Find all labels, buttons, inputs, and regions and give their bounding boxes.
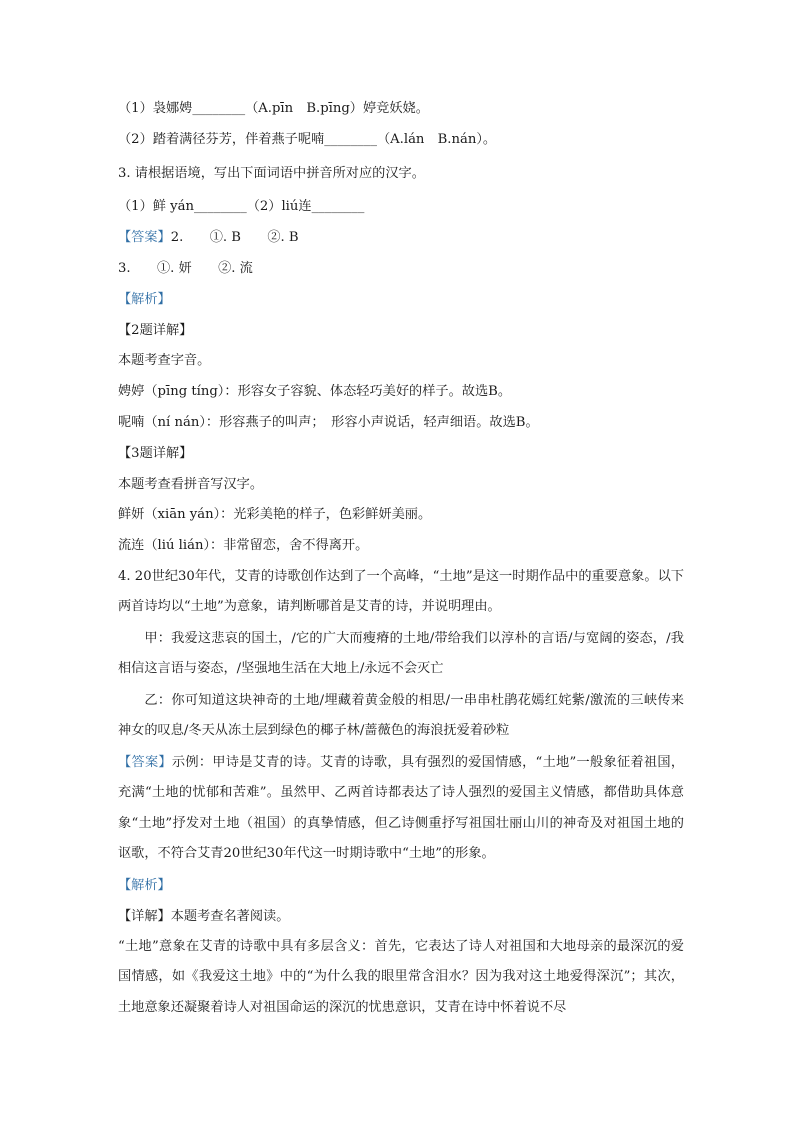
answer-tag: 【答案】 bbox=[118, 230, 171, 245]
detail-3-line: 流连（liú lián）：非常留恋，舍不得离开。 bbox=[118, 538, 369, 553]
q4-poem-b: 乙：你可知道这块神奇的土地/埋藏着黄金般的相思/一串串杜鹃花嫣红姹紫/激流的三峡传来神女的叹息/冬天从冻土层到绿色的椰子林/蔷薇色的海浪抚爱着砂粒 bbox=[118, 693, 684, 739]
final-paragraph: “土地”意象在艾青的诗歌中具有多层含义：首先，它表达了诗人对祖国和大地母亲的最深沉的爱国情感，如《我爱这土地》中的“为什么我的眼里常含泪水？因为我对这土地爱得深沉”；其次，土地意象还凝聚着诗人对祖国命运的深沉的忧患意识，艾青在诗中怀着说不尽 bbox=[118, 939, 684, 1015]
detail-2-line: 本题考查字音。 bbox=[118, 353, 211, 368]
detail-2-line: 娉婷（pīng tíng）：形容女子容貌、体态轻巧美好的样子。故选B。 bbox=[118, 384, 512, 399]
answer-1b: 3. ①. 妍 ②. 流 bbox=[118, 261, 253, 276]
q3-stem: 3. 请根据语境，写出下面词语中拼音所对应的汉字。 bbox=[118, 166, 425, 181]
answer-1 bbox=[118, 229, 683, 247]
q4-poem-a: 甲：我爱这悲哀的国土，/它的广大而瘦瘠的土地/带给我们以淳朴的言语/与宽阔的姿态，/我相信这言语与姿态，/坚强地生活在大地上/永远不会灭亡 bbox=[118, 631, 684, 677]
detail-2-tag: 【2题详解】 bbox=[118, 323, 193, 338]
detail-4 bbox=[118, 908, 683, 926]
answer-2-text: 示例：甲诗是艾青的诗。艾青的诗歌，具有强烈的爱国情感，“土地”一般象征着祖国，充满“土地的忧郁和苦难”。虽然甲、乙两首诗都表达了诗人强烈的爱国主义情感，都借助具体意象“土地”抒发对土地（祖国）的真挚情感，但乙诗侧重抒写祖国壮丽山川的神奇及对祖国土地的讴歌，不符合艾青20世纪30年代这一时期诗歌中“土地”的形象。 bbox=[118, 755, 685, 861]
analysis-tag-2: 【解析】 bbox=[118, 878, 171, 893]
detail-3-line: 本题考查看拼音写汉字。 bbox=[118, 477, 264, 492]
detail-3-tag: 【3题详解】 bbox=[118, 446, 193, 461]
detail-2-line: 呢喃（ní nán）：形容燕子的叫声； 形容小声说话，轻声细语。故选B。 bbox=[118, 415, 539, 430]
analysis-tag-1: 【解析】 bbox=[118, 292, 171, 307]
answer-2 bbox=[118, 748, 684, 869]
q3-items: （1）鲜 yán________（2）liú连________ bbox=[118, 199, 365, 214]
answer-2-tag: 【答案】 bbox=[118, 755, 172, 770]
detail-3-line: 鲜妍（xiān yán）：光彩美艳的样子，色彩鲜妍美丽。 bbox=[118, 507, 432, 522]
detail-4-tag: 【详解】 bbox=[118, 909, 171, 924]
q2-item-1: （1）袅娜娉________（A.pīn B.pīng）婷竞妖娆。 bbox=[118, 101, 429, 116]
answer-text: 2. ①. B ②. B bbox=[170, 230, 299, 245]
detail-4-text: 本题考查名著阅读。 bbox=[170, 909, 290, 924]
q4-stem: 4. 20世纪30年代，艾青的诗歌创作达到了一个高峰，“土地”是这一时期作品中的重要意象。以下两首诗均以“土地”为意象，请判断哪首是艾青的诗，并说明理由。 bbox=[118, 569, 684, 615]
q2-item-2: （2）踏着满径芬芳，伴着燕子呢喃________（A.lán B.nán）。 bbox=[118, 132, 497, 147]
